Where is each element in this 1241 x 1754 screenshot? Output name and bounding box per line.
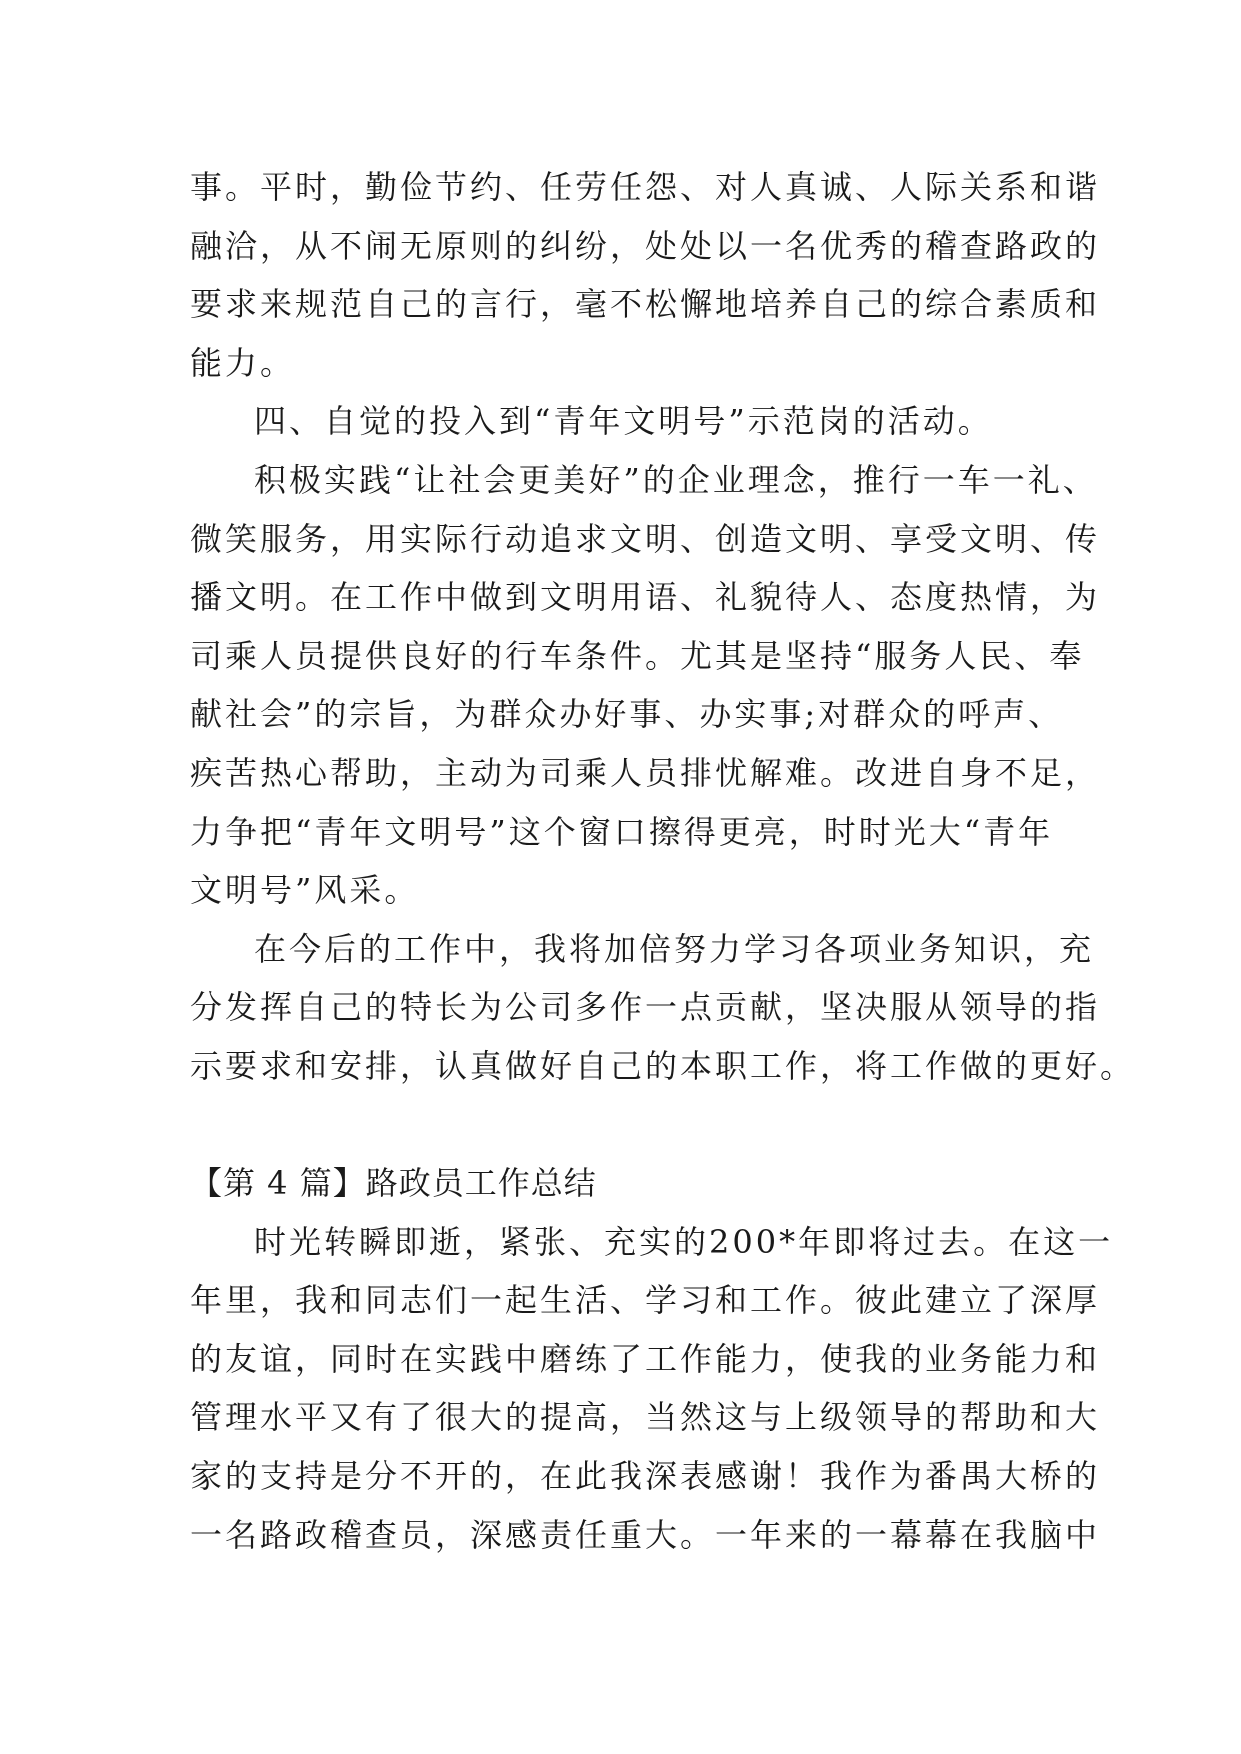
article-heading: 【第 4 篇】路政员工作总结 xyxy=(190,1164,597,1203)
text-line: 力争把“青年文明号”这个窗口擦得更亮，时时光大“青年 xyxy=(190,812,1054,851)
text-line: 分发挥自己的特长为公司多作一点贡献，坚决服从领导的指 xyxy=(190,988,1101,1027)
text-line: 时光转瞬即逝，紧张、充实的200*年即将过去。在这一 xyxy=(254,1222,1114,1261)
text-line: 家的支持是分不开的，在此我深表感谢！我作为番禺大桥的 xyxy=(190,1457,1101,1496)
text-line: 献社会”的宗旨，为群众办好事、办实事;对群众的呼声、 xyxy=(190,695,1064,734)
text-line: 融洽，从不闹无原则的纠纷，处处以一名优秀的稽查路政的 xyxy=(190,226,1101,265)
text-line: 在今后的工作中，我将加倍努力学习各项业务知识，充 xyxy=(254,929,1095,968)
text-line: 一名路政稽查员，深感责任重大。一年来的一幕幕在我脑中 xyxy=(190,1515,1101,1554)
text-line: 积极实践“让社会更美好”的企业理念，推行一车一礼、 xyxy=(254,460,1098,499)
document-body xyxy=(190,158,1136,1564)
text-line: 播文明。在工作中做到文明用语、礼貌待人、态度热情，为 xyxy=(190,578,1101,617)
text-line: 能力。 xyxy=(190,343,296,382)
text-line: 要求来规范自己的言行，毫不松懈地培养自己的综合素质和 xyxy=(190,285,1101,324)
text-line: 事。平时，勤俭节约、任劳任怨、对人真诚、人际关系和谐 xyxy=(190,168,1101,206)
text-line: 文明号”风采。 xyxy=(190,871,420,910)
text-line: 微笑服务，用实际行动追求文明、创造文明、享受文明、传 xyxy=(190,519,1101,558)
text-line: 年里，我和同志们一起生活、学习和工作。彼此建立了深厚 xyxy=(190,1281,1101,1320)
text-line: 示要求和安排，认真做好自己的本职工作，将工作做的更好。 xyxy=(190,1046,1136,1085)
section-four-title: 四、自觉的投入到“青年文明号”示范岗的活动。 xyxy=(254,402,993,441)
spacer xyxy=(190,1096,1060,1155)
text-line: 管理水平又有了很大的提高，当然这与上级领导的帮助和大 xyxy=(190,1398,1101,1437)
text-line: 疾苦热心帮助，主动为司乘人员排忧解难。改进自身不足， xyxy=(190,753,1101,792)
text-line: 的友谊，同时在实践中磨练了工作能力，使我的业务能力和 xyxy=(190,1339,1101,1378)
text-line: 司乘人员提供良好的行车条件。尤其是坚持“服务人民、奉 xyxy=(190,636,1085,675)
